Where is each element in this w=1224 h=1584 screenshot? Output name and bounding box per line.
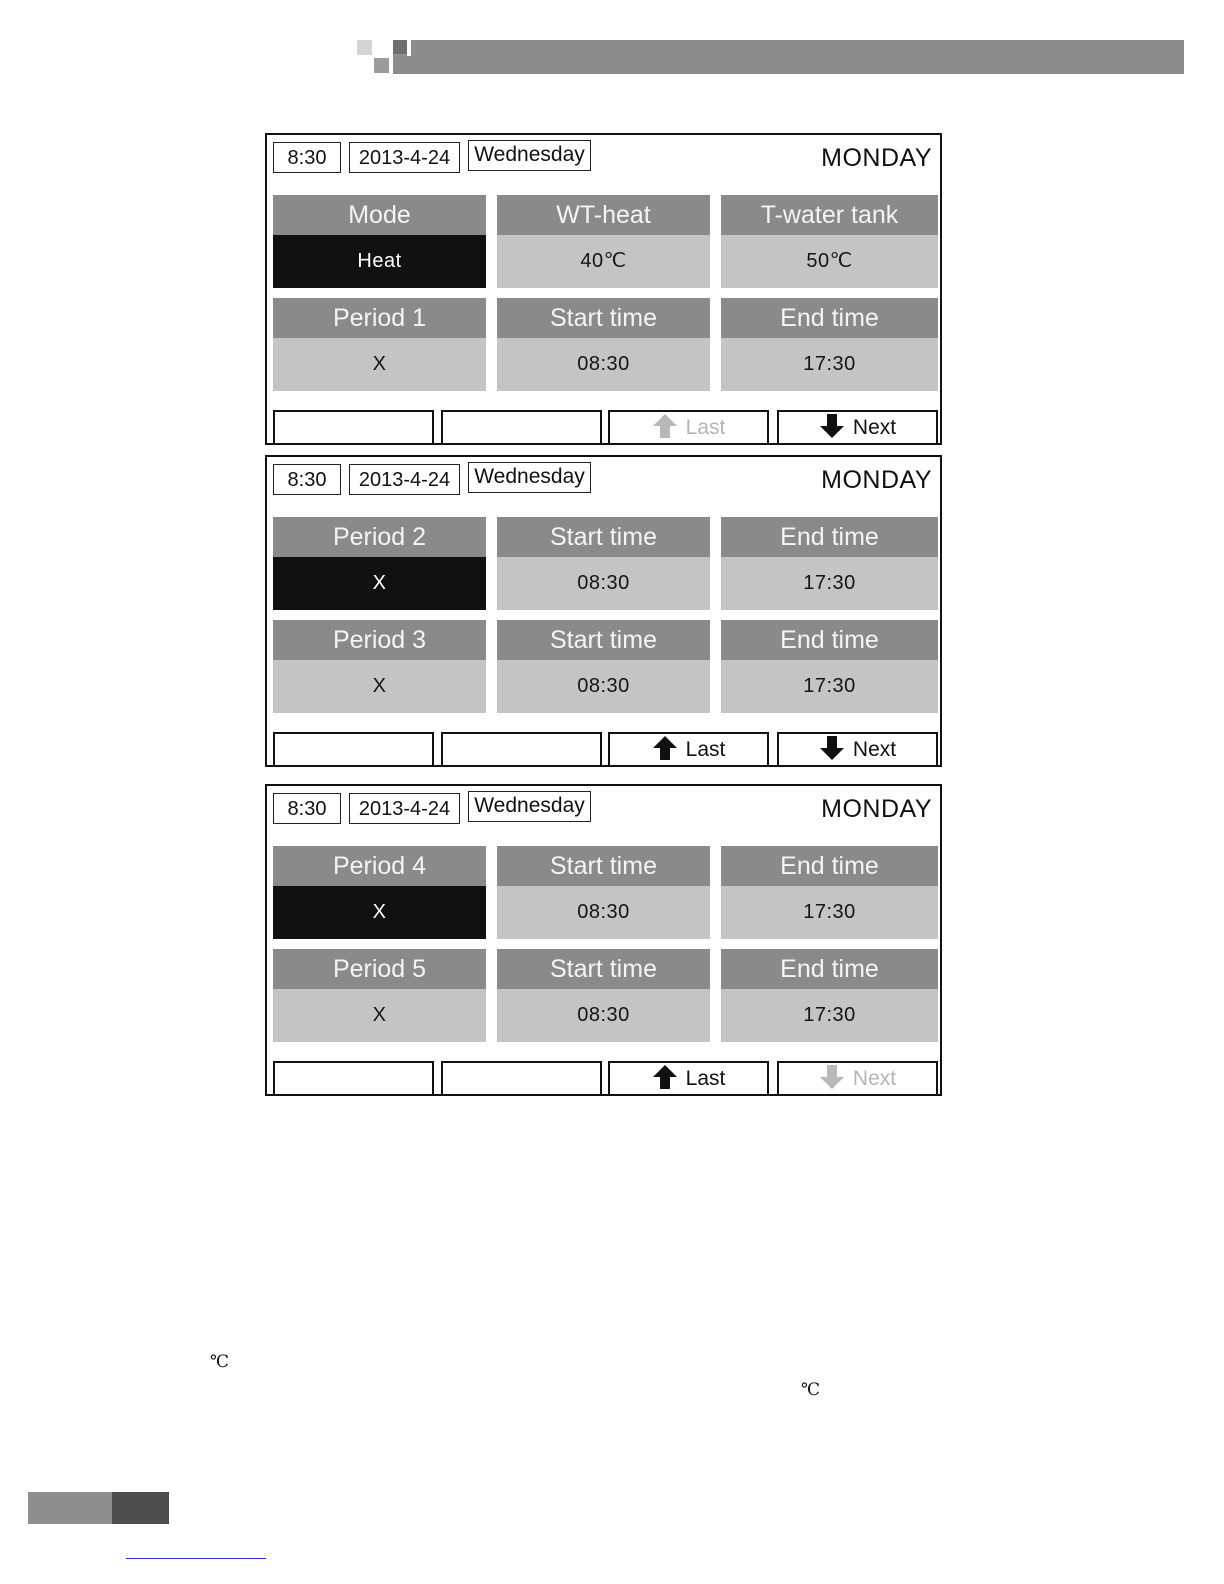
period-5-start-time-cell[interactable] (497, 949, 710, 1043)
cell-caption: End time (721, 949, 938, 989)
schedule-day-title: MONDAY (821, 466, 932, 494)
cell-value: 08:30 (497, 989, 710, 1042)
header-square-mid (374, 58, 389, 73)
t-water-tank-cell[interactable] (721, 195, 938, 289)
clock-time: 8:30 (273, 793, 341, 824)
cell-value: X (273, 660, 486, 713)
last-button[interactable] (608, 732, 769, 767)
clock-date: 2013-4-24 (349, 142, 460, 173)
cell-caption: Start time (497, 846, 710, 886)
period-1-start-time-cell[interactable] (497, 298, 710, 392)
arrow-down-icon (819, 735, 845, 761)
cell-caption: Start time (497, 298, 710, 338)
cell-value: 08:30 (497, 557, 710, 610)
last-button[interactable] (608, 1061, 769, 1096)
cell-caption: Period 5 (273, 949, 486, 989)
clock-weekday: Wednesday (468, 462, 591, 493)
cell-value: 17:30 (721, 886, 938, 939)
cell-value: X (273, 338, 486, 391)
header-square-dark (393, 40, 407, 54)
next-button[interactable] (777, 732, 938, 767)
arrow-up-icon (652, 735, 678, 761)
cell-caption: End time (721, 846, 938, 886)
last-label: Last (685, 416, 726, 439)
period-4-start-time-cell[interactable] (497, 846, 710, 940)
last-label: Last (685, 738, 726, 761)
arrow-down-icon (819, 1064, 845, 1090)
footer-block-light (28, 1492, 112, 1524)
header-square-gap (407, 40, 411, 56)
period-5-cell[interactable] (273, 949, 486, 1043)
cell-value: 08:30 (497, 660, 710, 713)
function-key-1[interactable] (273, 410, 434, 445)
cell-value: 40℃ (497, 235, 710, 288)
cell-caption: Period 2 (273, 517, 486, 557)
period-1-end-time-cell[interactable] (721, 298, 938, 392)
cell-value: X (273, 989, 486, 1042)
last-button[interactable] (608, 410, 769, 445)
wt-heat-cell[interactable] (497, 195, 710, 289)
function-key-1[interactable] (273, 1061, 434, 1096)
next-label: Next (852, 738, 897, 761)
cell-caption: Period 4 (273, 846, 486, 886)
schedule-day-title: MONDAY (821, 144, 932, 172)
function-key-1[interactable] (273, 732, 434, 767)
period-3-cell[interactable] (273, 620, 486, 714)
next-button[interactable] (777, 410, 938, 445)
function-key-2[interactable] (441, 410, 602, 445)
last-label: Last (685, 1067, 726, 1090)
cell-caption: End time (721, 517, 938, 557)
period-5-end-time-cell[interactable] (721, 949, 938, 1043)
degree-symbol: ℃ (801, 1380, 821, 1400)
mode-cell[interactable] (273, 195, 486, 289)
cell-value: 17:30 (721, 660, 938, 713)
next-label: Next (852, 416, 897, 439)
cell-caption: End time (721, 298, 938, 338)
cell-value: 08:30 (497, 886, 710, 939)
clock-date: 2013-4-24 (349, 464, 460, 495)
cell-value: X (273, 557, 486, 610)
period-3-start-time-cell[interactable] (497, 620, 710, 714)
cell-caption: End time (721, 620, 938, 660)
status-bar (273, 463, 934, 497)
period-4-end-time-cell[interactable] (721, 846, 938, 940)
period-3-end-time-cell[interactable] (721, 620, 938, 714)
arrow-up-icon (652, 1064, 678, 1090)
clock-time: 8:30 (273, 464, 341, 495)
clock-time: 8:30 (273, 142, 341, 173)
period-4-cell[interactable] (273, 846, 486, 940)
cell-value: 08:30 (497, 338, 710, 391)
arrow-up-icon (652, 413, 678, 439)
period-2-end-time-cell[interactable] (721, 517, 938, 611)
header-bar (393, 40, 1184, 74)
function-key-2[interactable] (441, 1061, 602, 1096)
cell-value: X (273, 886, 486, 939)
period-1-cell[interactable] (273, 298, 486, 392)
cell-caption: Start time (497, 517, 710, 557)
cell-value: 17:30 (721, 989, 938, 1042)
clock-weekday: Wednesday (468, 140, 591, 171)
cell-caption: Start time (497, 949, 710, 989)
cell-caption: Period 3 (273, 620, 486, 660)
cell-caption: Period 1 (273, 298, 486, 338)
arrow-down-icon (819, 413, 845, 439)
schedule-screen-2 (265, 455, 942, 767)
cell-caption: Start time (497, 620, 710, 660)
schedule-screen-1 (265, 133, 942, 445)
status-bar (273, 792, 934, 826)
schedule-day-title: MONDAY (821, 795, 932, 823)
clock-date: 2013-4-24 (349, 793, 460, 824)
cell-caption: T-water tank (721, 195, 938, 235)
period-2-cell[interactable] (273, 517, 486, 611)
footer-block-dark (112, 1492, 169, 1524)
cell-caption: WT-heat (497, 195, 710, 235)
cell-value: 17:30 (721, 338, 938, 391)
schedule-screen-3 (265, 784, 942, 1096)
next-button[interactable] (777, 1061, 938, 1096)
header-square-light (357, 40, 372, 55)
footer-rule (126, 1558, 266, 1559)
clock-weekday: Wednesday (468, 791, 591, 822)
cell-value: 50℃ (721, 235, 938, 288)
cell-caption: Mode (273, 195, 486, 235)
function-key-2[interactable] (441, 732, 602, 767)
status-bar (273, 141, 934, 175)
degree-symbol: ℃ (210, 1352, 230, 1372)
cell-value: 17:30 (721, 557, 938, 610)
period-2-start-time-cell[interactable] (497, 517, 710, 611)
cell-value: Heat (273, 235, 486, 288)
next-label: Next (852, 1067, 897, 1090)
